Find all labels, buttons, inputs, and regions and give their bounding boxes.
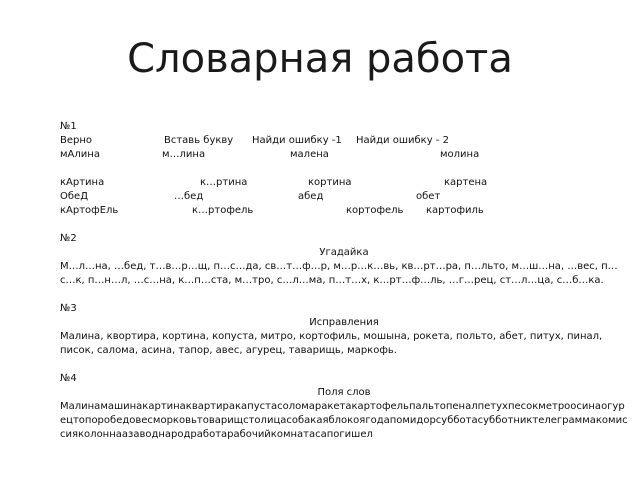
table-cell: …бед [174, 191, 204, 202]
section-2-text: М…л…на, …бед, т…в…р…щ, п…с…да, св…т…ф…р, м…р…к…вь, кв…рт…ра, п…льто, м…ш…на, …вес, п…с…к, п…н…л, …с…на, к…п…ста, м…тро, с…л…ма, п…т…х, к…рт…ф…ль, …г…рец, ст…л…ца, с…б…ка. [60, 261, 618, 286]
section-4-text: Малинамашинакартинаквартиракапустасоломаракетакартофельпальтопеналпетухпесокметроосинаогурецтопоробедовесморковьтоварищстолицасобакаяблокоягодапомидорсубботасубботниктелеграммакомиссияколоннаазаводнародработарабочийкомнатасапогишел [60, 401, 628, 440]
table-cell: кортина [308, 177, 352, 188]
table-cell: кАртина [60, 177, 105, 188]
section-4-number: №4 [60, 373, 77, 384]
table-header-row [60, 134, 628, 148]
table-cell: мАлина [60, 149, 100, 160]
table-cell: кортофель [346, 205, 404, 216]
table-row [60, 148, 628, 162]
table-row [60, 190, 628, 204]
header-insert-letter: Вставь букву [164, 135, 234, 146]
table-cell: малена [290, 149, 329, 160]
table-cell: ОбеД [60, 191, 89, 202]
header-correct: Верно [60, 135, 93, 146]
table-row [60, 176, 628, 190]
table-cell: к…ртина [200, 177, 248, 188]
header-find-error-1: Найди ошибку -1 [252, 135, 342, 146]
spacer [60, 288, 628, 302]
spacer [60, 218, 628, 232]
section-3-heading: Исправления [309, 317, 379, 328]
section-4-heading: Поля слов [317, 387, 371, 398]
page-title: Словарная работа [127, 36, 513, 82]
table-cell: абед [298, 191, 324, 202]
spacer [60, 358, 628, 372]
section-2-number: №2 [60, 233, 77, 244]
spacer [60, 162, 628, 176]
table-cell: картофиль [426, 205, 484, 216]
table-cell: молина [440, 149, 480, 160]
section-3-text: Малина, квортира, кортина, копуста, митро, кортофиль, мошына, рокета, польто, абет, питух, пинал, писок, салома, асина, тапор, авес, агурец, таварищь, маркофь. [60, 331, 603, 356]
section-2-heading: Угадайка [319, 247, 369, 258]
slide-content [60, 120, 628, 442]
table-cell: картена [444, 177, 488, 188]
section-3-number: №3 [60, 303, 77, 314]
table-row [60, 204, 628, 218]
section-1-number: №1 [60, 121, 77, 132]
header-find-error-2: Найди ошибку - 2 [356, 135, 449, 146]
table-cell: обет [416, 191, 441, 202]
table-cell: к…ртофель [192, 205, 254, 216]
table-cell: м…лина [162, 149, 206, 160]
table-cell: кАртофЕль [60, 205, 119, 216]
